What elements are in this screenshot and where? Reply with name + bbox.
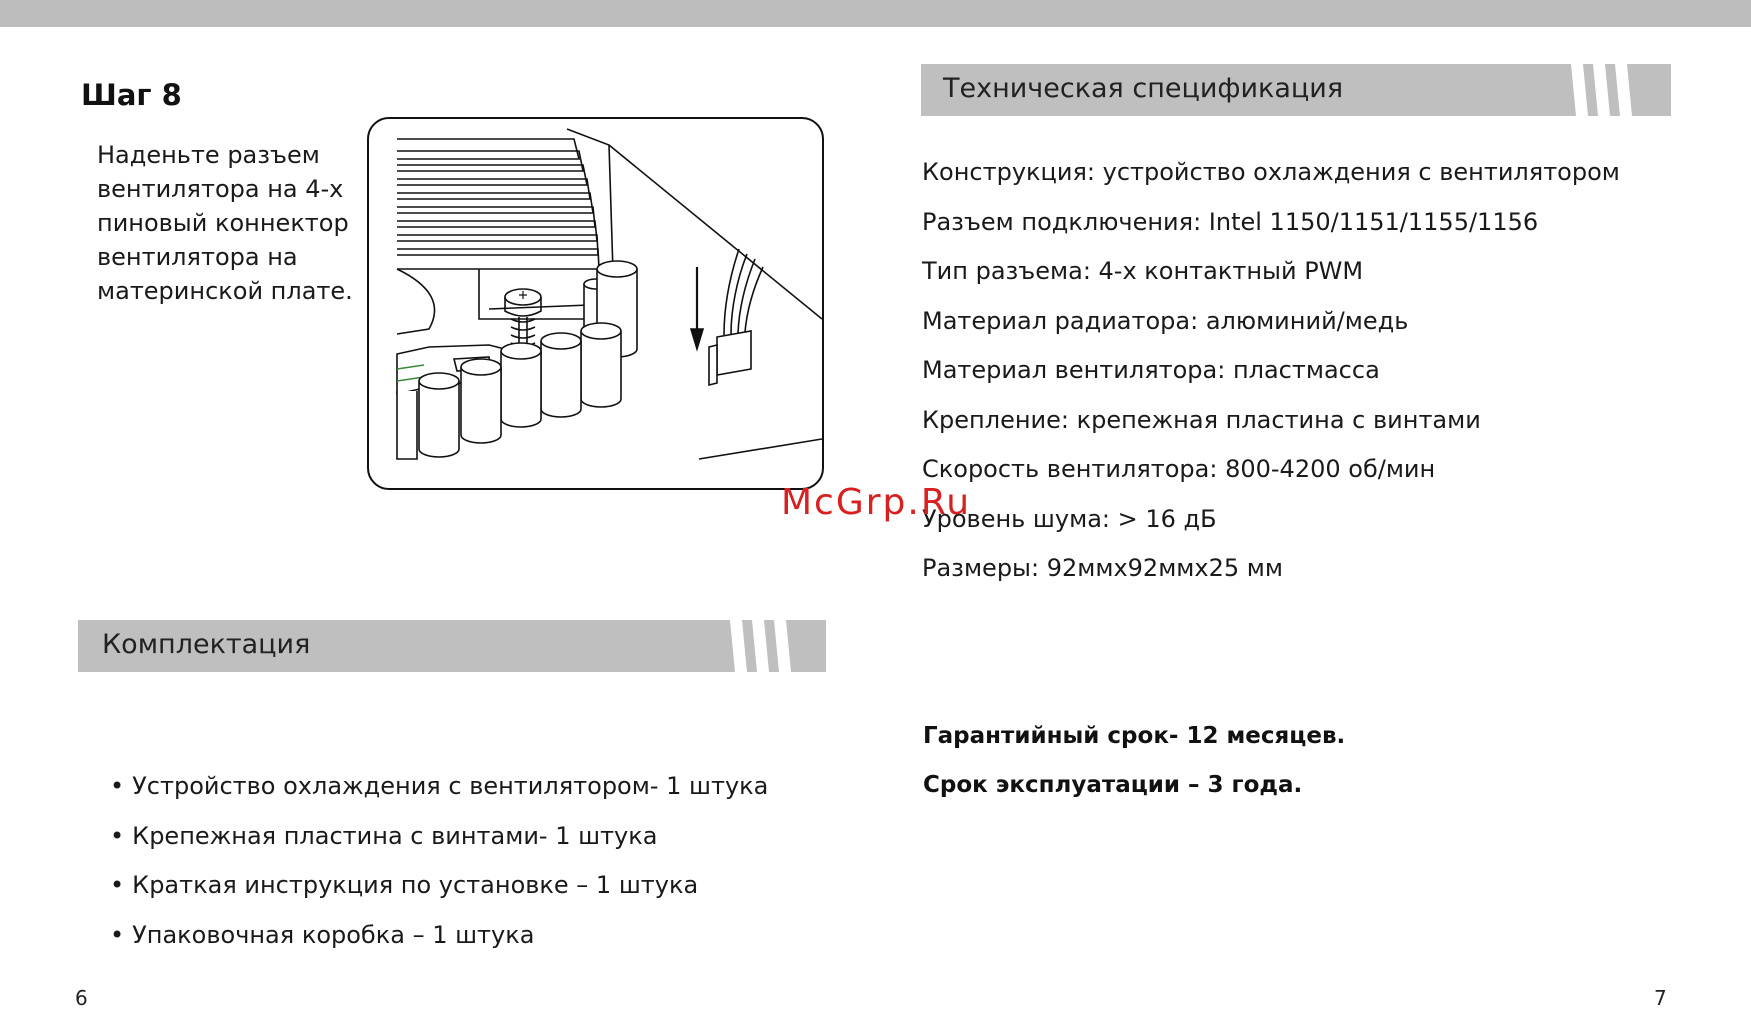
step-line: Наденьте разъем (97, 141, 320, 169)
package-item: • Краткая инструкция по установке – 1 штука (110, 861, 768, 911)
spec-item: Уровень шума: > 16 дБ (922, 504, 1217, 533)
spec-item: Материал вентилятора: пластмасса (922, 356, 1380, 384)
package-item: • Устройство охлаждения с вентилятором- 1 штука (110, 762, 768, 812)
package-item: • Упаковочная коробка – 1 штука (110, 911, 768, 961)
step-line: материнской плате. (97, 277, 353, 305)
stripes-decoration (1571, 64, 1671, 116)
spec-section-header (921, 64, 1671, 116)
spec-section-title: Техническая спецификация (943, 73, 1344, 104)
step-line: вентилятора на (97, 243, 298, 271)
page-number-left: 6 (75, 986, 88, 1010)
spec-item: Скорость вентилятора: 800-4200 об/мин (922, 455, 1436, 483)
spec-list (922, 148, 1620, 594)
package-item: • Крепежная пластина с винтами- 1 штука (110, 812, 768, 862)
warranty-block (923, 712, 1345, 810)
step-line: пиновый коннектор (97, 209, 349, 237)
spec-item: Материал радиатора: алюминий/медь (922, 306, 1409, 335)
heatsink-fins (397, 139, 599, 269)
spec-item: Размеры: 92ммx92ммx25 мм (922, 554, 1283, 582)
spec-item: Разъем подключения: Intel 1150/1151/1155/1156 (922, 207, 1539, 236)
package-list (110, 762, 768, 960)
step-line: вентилятора на 4-х (97, 175, 344, 203)
spec-item: Крепление: крепежная пластина с винтами (922, 405, 1481, 434)
fan-connector-illustration (367, 117, 824, 490)
spec-item: Конструкция: устройство охлаждения с вентилятором (922, 158, 1620, 186)
spec-item: Тип разъема: 4-х контактный PWM (922, 257, 1364, 285)
top-bar (0, 0, 1751, 27)
stripes-decoration (730, 620, 826, 672)
watermark: McGrp.Ru (781, 482, 972, 523)
package-section-header (78, 620, 826, 672)
service-life: Срок эксплуатации – 3 года. (923, 772, 1303, 798)
page-number-right: 7 (1654, 986, 1667, 1010)
package-section-title: Комплектация (102, 629, 311, 660)
step-title: Шаг 8 (81, 78, 182, 112)
step-instructions (97, 138, 353, 308)
warranty-term: Гарантийный срок- 12 месяцев. (923, 723, 1346, 749)
